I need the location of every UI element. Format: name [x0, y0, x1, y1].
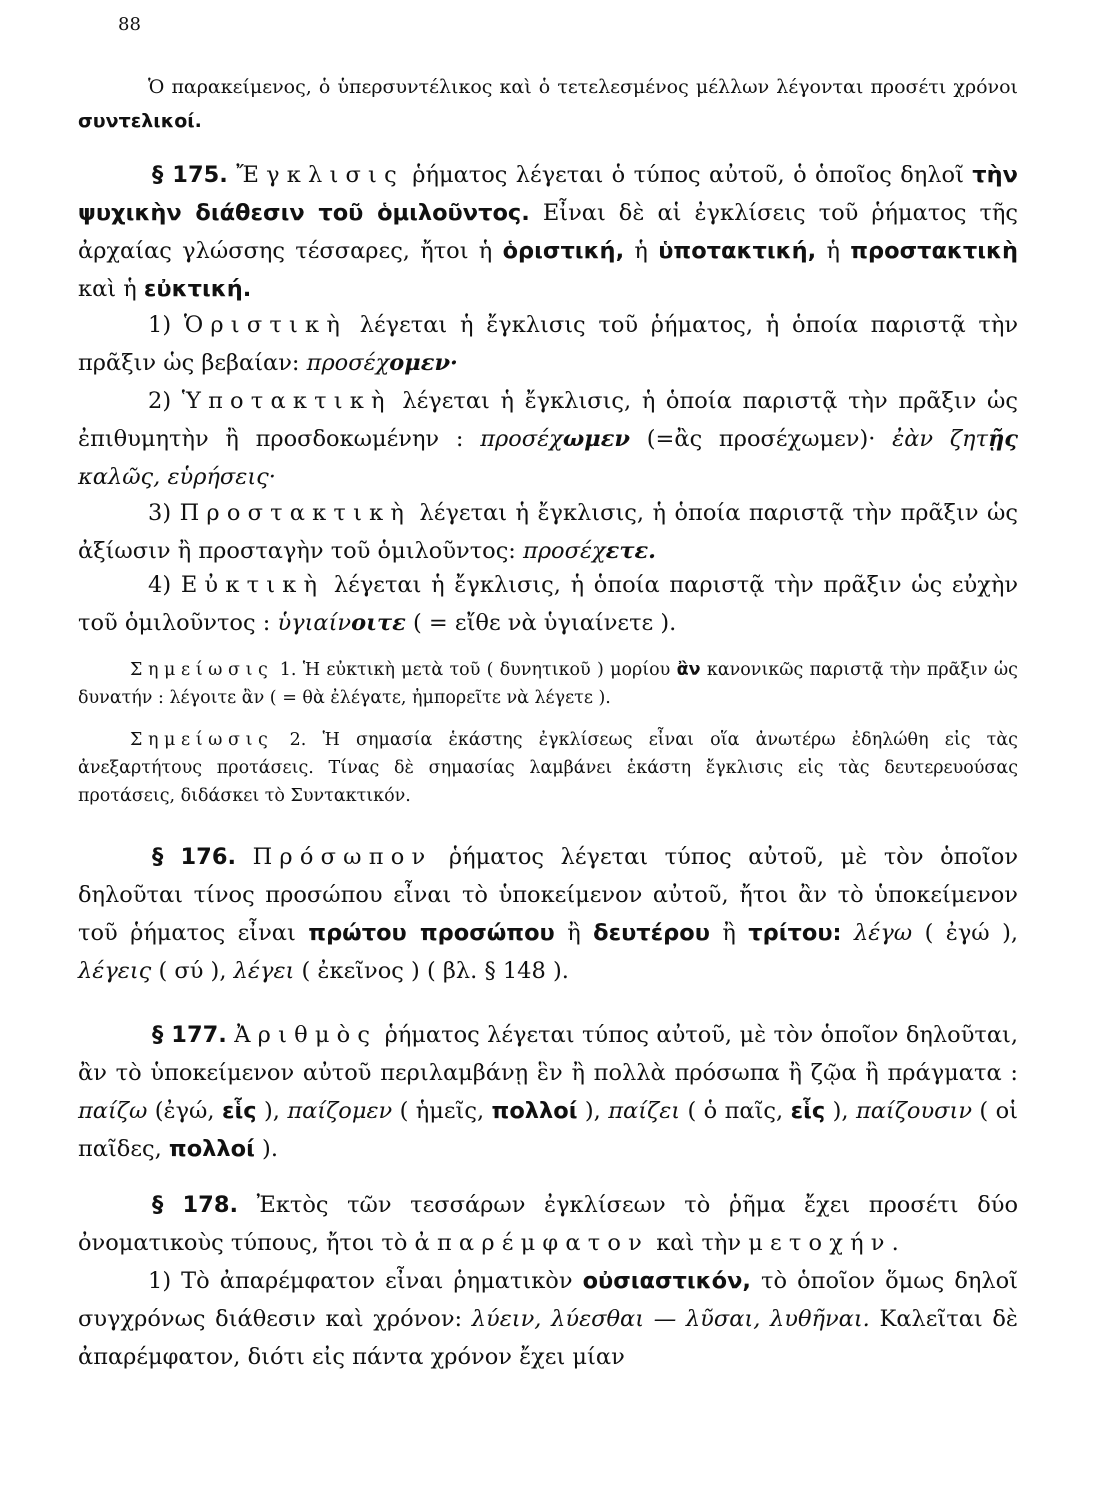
item-3-example-stem: προσέχ — [523, 538, 606, 564]
section-175-text-2: Εἶναι δὲ αἱ ἐγκλίσεις τοῦ ῥήματος τῆς ἀρχαίας γλώσσης τέσσαρες, ἤτοι ἡ — [78, 200, 1018, 264]
item-2-example-2c: καλῶς, εὑρήσεις· — [78, 464, 276, 490]
section-177-example-4: παίζουσιν — [855, 1098, 973, 1124]
intro-paragraph — [78, 70, 1018, 138]
item-3-term: Προστακτικὴ — [179, 500, 412, 526]
note-1-text-1: 1. Ἡ εὐκτικὴ μετὰ τοῦ ( δυνητικοῦ ) μορίου — [279, 660, 671, 680]
item-2-text: λέγεται ἡ ἔγκλισις, ἡ ὁποία παριστᾷ τὴν πρᾶξιν ὡς ἐπιθυμητὴν ἢ προσδοκωμένην : — [78, 388, 1019, 452]
section-178-text-2: καὶ τὴν — [656, 1230, 742, 1256]
section-175-text-1: ῥήματος λέγεται ὁ τύπος αὐτοῦ, ὁ ὁποῖος δηλοῖ — [412, 162, 964, 188]
section-175-number: § 175. — [152, 162, 228, 188]
section-176 — [78, 838, 1018, 990]
section-177-example-2-end: ), — [584, 1098, 601, 1124]
section-175-text-5: καὶ ἡ — [78, 276, 137, 302]
section-178 — [78, 1186, 1018, 1262]
section-176-bold-1: πρώτου προσώπου — [308, 920, 555, 946]
section-177-example-3-end: ), — [832, 1098, 849, 1124]
section-178-item-1-bold: οὐσιαστικόν, — [582, 1268, 751, 1294]
section-178-item-1-example: λύειν, λύεσθαι — λῦσαι, λυθῆναι. — [471, 1306, 870, 1332]
section-175-bold-1: τὴν ψυχικὴν διάθεσιν τοῦ ὁμιλοῦντος. — [78, 162, 1018, 226]
item-4-text: λέγεται ἡ ἔγκλισις, ἡ ὁποία παριστᾷ τὴν πρᾶξιν ὡς εὐχὴν τοῦ ὁμιλοῦντος : — [78, 572, 1019, 636]
section-178-number: § 178. — [152, 1192, 239, 1218]
item-3-example-ending: ετε. — [605, 538, 657, 564]
section-177-example-1: παίζω — [78, 1098, 148, 1124]
section-178-item-1-number: 1) — [148, 1268, 172, 1294]
item-1-example-ending: ομεν· — [389, 350, 458, 376]
section-175-bold-2: ὁριστική, — [502, 238, 625, 264]
section-178-term-1: ἀπαρέμφατον — [414, 1230, 650, 1256]
section-177-example-4-bold: πολλοί — [168, 1136, 255, 1162]
section-177-example-2-bold: πολλοί — [491, 1098, 578, 1124]
item-4-paren: ( = εἴθε νὰ ὑγιαίνετε ). — [413, 610, 677, 636]
section-176-bold-3: τρίτου: — [748, 920, 842, 946]
section-177-example-3: παίζει — [608, 1098, 681, 1124]
note-1-text-2: κανονικῶς παριστᾷ τὴν πρᾶξιν ὡς δυνατήν : λέγοιτε ἂν ( = θὰ ἐλέγατε, ἠμπορεῖτε νὰ λέγετε ). — [78, 660, 1018, 708]
item-1-example-stem: προσέχ — [306, 350, 390, 376]
section-177-example-4-end: ). — [262, 1136, 278, 1162]
section-176-bold-2: δευτέρου — [593, 920, 710, 946]
section-178-item-1-text-3: Καλεῖται δὲ ἀπαρέμφατον, διότι εἰς πάντα χρόνον ἔχει μίαν — [78, 1306, 1019, 1370]
section-177-example-2-paren: ( ἡμεῖς, — [399, 1098, 485, 1124]
item-2-paren: (=ἂς προσέχωμεν)· — [646, 426, 876, 452]
section-176-paren-3: ( ἐκεῖνος ) ( βλ. § 148 ). — [301, 958, 569, 984]
mood-optative — [78, 566, 1018, 642]
item-4-example-stem: ὑγιαίν — [277, 610, 352, 636]
mood-indicative — [78, 306, 1018, 382]
section-177-number: § 177. — [152, 1022, 227, 1048]
section-178-item-1 — [78, 1262, 1018, 1376]
section-177-text-1: ῥήματος λέγεται τύπος αὐτοῦ, μὲ τὸν ὁποῖον δηλοῦται, ἂν τὸ ὑποκείμενον αὐτοῦ περιλαμβάνῃ ἓν ἢ πολλὰ πρόσωπα ἢ ζῷα ἢ πράγματα : — [78, 1022, 1018, 1086]
page-number: 88 — [118, 14, 141, 35]
section-176-text-3: ἢ — [722, 920, 736, 946]
note-2 — [78, 726, 1018, 810]
intro-bold-term: συντελικοί. — [78, 110, 202, 132]
item-4-example-ending: οιτε — [351, 610, 406, 636]
section-175-bold-4: προστακτικὴ — [850, 238, 1019, 264]
section-176-text-2: ἢ — [567, 920, 581, 946]
item-2-example-ending: ωμεν — [562, 426, 631, 452]
section-176-term: Πρόσωπον — [252, 844, 433, 870]
item-4-term: Εὐκτικὴ — [180, 572, 325, 598]
section-176-example-1: λέγω — [853, 920, 913, 946]
note-2-label: Σημείωσις — [130, 730, 274, 750]
item-2-example-2a: ἐὰν ζητ — [892, 426, 988, 452]
section-177-example-4-paren: ( οἱ παῖδες, — [78, 1098, 1018, 1162]
section-177-example-1-paren: (ἐγώ, — [154, 1098, 215, 1124]
note-1-label: Σημείωσις — [130, 660, 274, 680]
section-176-text-1: ῥήματος λέγεται τύπος αὐτοῦ, μὲ τὸν ὁποῖον δηλοῦται τίνος προσώπου εἶναι τὸ ὑποκείμενον αὐτοῦ, ἤτοι ἂν τὸ ὑποκείμενον τοῦ ῥήματος εἶναι — [78, 844, 1018, 946]
section-176-example-2: λέγεις — [78, 958, 152, 984]
note-2-text: 2. Ἡ σημασία ἑκάστης ἐγκλίσεως εἶναι οἵα ἀνωτέρω ἐδηλώθη εἰς τὰς ἀνεξαρτήτους προτάσεις. Τίνας δὲ σημασίας λαμβάνει ἑκάστη ἔγκλισις εἰς τὰς δευτερευούσας προτάσεις, διδάσκει τὸ Συντακτικόν. — [78, 730, 1018, 806]
item-1-text: λέγεται ἡ ἔγκλισις τοῦ ῥήματος, ἡ ὁποία παριστᾷ τὴν πρᾶξιν ὡς βεβαίαν: — [78, 312, 1019, 376]
section-175-term: Ἔγκλισις — [236, 162, 404, 188]
section-175-text-4: ἡ — [826, 238, 840, 264]
section-177-term: Ἀριθμὸς — [234, 1022, 378, 1048]
section-178-item-1-text-2: τὸ ὁποῖον ὅμως δηλοῖ συγχρόνως διάθεσιν καὶ χρόνον: — [78, 1268, 1018, 1332]
item-2-example-2b: ῇς — [987, 426, 1019, 452]
section-175-text-3: ἡ — [634, 238, 648, 264]
section-176-paren-1: ( ἐγώ ), — [924, 920, 1019, 946]
section-176-example-3: λέγει — [233, 958, 295, 984]
section-177 — [78, 1016, 1018, 1168]
mood-imperative — [78, 494, 1018, 570]
note-1-bold: ἂν — [676, 660, 701, 680]
section-176-number: § 176. — [152, 844, 237, 870]
section-178-item-1-text-1: Τὸ ἀπαρέμφατον εἶναι ῥηματικὸν — [181, 1268, 573, 1294]
item-2-example-stem: προσέχ — [480, 426, 563, 452]
item-4-number: 4) — [148, 572, 172, 598]
section-175-bold-3: ὑποτακτική, — [658, 238, 817, 264]
section-178-term-2: μετοχήν. — [748, 1230, 907, 1256]
section-175 — [78, 156, 1018, 308]
section-177-example-1-end: ), — [263, 1098, 280, 1124]
note-1 — [78, 656, 1018, 712]
section-178-text-1: Ἐκτὸς τῶν τεσσάρων ἐγκλίσεων τὸ ῥῆμα ἔχει προσέτι δύο ὀνοματικοὺς τύπους, ἤτοι τὸ — [78, 1192, 1018, 1256]
item-1-term: Ὁριστικὴ — [183, 312, 348, 338]
section-177-example-2: παίζομεν — [287, 1098, 393, 1124]
section-177-example-3-paren: ( ὁ παῖς, — [687, 1098, 784, 1124]
item-3-number: 3) — [148, 500, 172, 526]
mood-subjunctive — [78, 382, 1018, 496]
item-2-term: Ὑποτακτικὴ — [181, 388, 392, 414]
section-176-paren-2: ( σύ ), — [158, 958, 227, 984]
section-175-bold-5: εὐκτική. — [143, 276, 252, 302]
section-177-example-3-bold: εἷς — [790, 1098, 826, 1124]
item-2-number: 2) — [148, 388, 172, 414]
intro-text: Ὁ παρακείμενος, ὁ ὑπερσυντέλικος καὶ ὁ τετελεσμένος μέλλων λέγονται προσέτι χρόνοι — [148, 76, 1018, 98]
item-1-number: 1) — [148, 312, 172, 338]
section-177-example-1-bold: εἷς — [221, 1098, 257, 1124]
item-3-text: λέγεται ἡ ἔγκλισις, ἡ ὁποία παριστᾷ τὴν πρᾶξιν ὡς ἀξίωσιν ἢ προσταγὴν τοῦ ὁμιλοῦντος: — [78, 500, 1018, 564]
